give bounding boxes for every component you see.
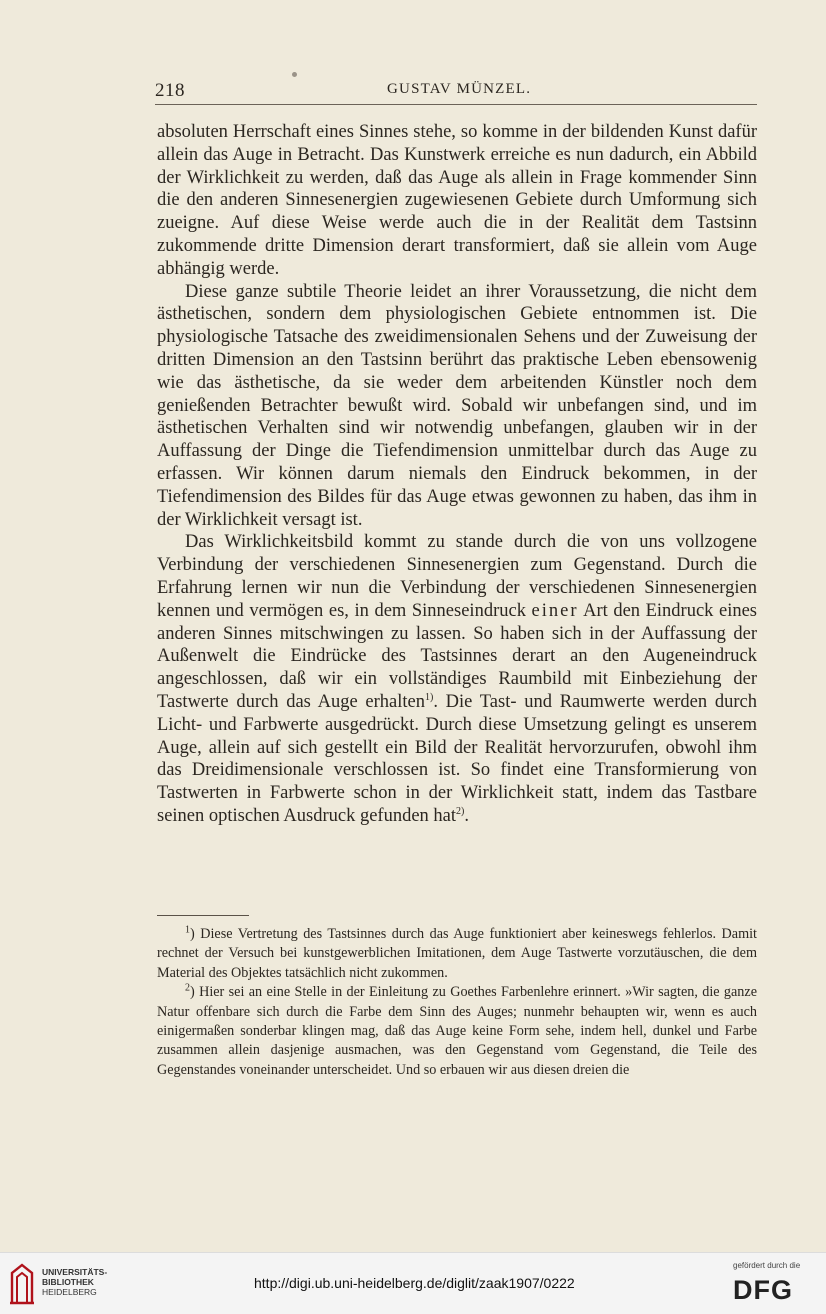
paragraph-2: Diese ganze subtile Theorie leidet an ihrer Voraussetzung, die nicht dem ästhetischen, sondern dem physiologischen Gebiete entnommen ist. Die physiologische Tatsache des zweidimensionalen Sehens und der Zuweisung der dritten Dimension an den Tastsinn berührt das praktische Leben ebensowenig wie das ästhetische, da sie weder dem arbeitenden Künstler noch dem genießenden Betrachter bewußt wird. Sobald wir unbefangen sind, und im ästhetischen Verhalten sind wir notwendig unbefangen, glauben wir in der Auffassung der Dinge die Tiefendimension unmittelbar durch das Auge zu erfassen. Wir können darum niemals den Eindruck bekommen, in der Tiefendimension des Bildes für das Auge etwas gewonnen zu haben, das ihm in der Wirklichkeit versagt ist.: [157, 281, 757, 530]
library-logo-icon: [8, 1263, 36, 1305]
page-header: [155, 80, 755, 106]
footnote-1: [157, 925, 757, 983]
library-name: [42, 1267, 107, 1297]
footnote-2: [157, 983, 757, 1080]
page-number: 218: [155, 80, 185, 101]
permalink-url[interactable]: http://digi.ub.uni-heidelberg.de/diglit/zaak1907/0222: [254, 1275, 575, 1291]
library-name-line-1: UNIVERSITÄTS-: [42, 1267, 108, 1277]
spaced-word: einer: [531, 600, 579, 621]
footnote-mark-1: 1: [185, 924, 190, 936]
running-head: GUSTAV MÜNZEL.: [387, 81, 532, 97]
viewer-footer: [0, 1252, 826, 1314]
paragraph-3: [157, 531, 757, 827]
dfg-logo: DFG: [733, 1275, 793, 1305]
footnote-2-text: ) Hier sei an eine Stelle in der Einleitung zu Goethes Farbenlehre erinnert. »Wir sagten, die ganze Natur offenbare sich durch die Farbe dem Sinn des Auges; nunmehr behaupten wir, wenn es auch einigermaßen sonderbar klingen mag, daß das Auge keine Form sehe, indem hell, dunkel und Farbe zusammen allein dasjenige ausmachen, was den Gegenstand vom Gegenstand, die Teile des Gegenstandes voneinander unterscheidet. Und so erbauen wir aus diesen dreien die: [157, 984, 757, 1078]
library-name-line-3: HEIDELBERG: [42, 1287, 97, 1297]
paragraph-1: absoluten Herrschaft eines Sinnes stehe, so komme in der bildenden Kunst dafür allein das Auge in Betracht. Das Kunstwerk erreiche es nun dadurch, ein Abbild der Wirklichkeit zu werden, daß das Auge als allein in Frage kommender Sinn die den anderen Sinnesenergien zugewiesenen Gebiete durch Umformung sich zueigne. Auf diese Weise werde auch die in der Realität dem Tastsinn zukommende dritte Dimension derart transformiert, daß sie allein vom Auge abhängig werde.: [157, 122, 757, 279]
footnote-1-text: ) Diese Vertretung des Tastsinnes durch das Auge funktioniert aber keineswegs fehlerlos. Damit rechnet der Versuch bei kunstgewerblichen Imitationen, dem Auge Tastwerte vorzutäuschen, die dem Material des Objektes tatsächlich nicht zukommen.: [157, 926, 757, 981]
footnotes: [157, 925, 757, 1080]
body-text: [157, 121, 757, 828]
ink-speck: [292, 72, 297, 77]
footnote-mark-2: 2: [185, 982, 190, 994]
footnote-rule: [157, 915, 249, 916]
paragraph-3-part-a: Das Wirklichkeitsbild kommt zu stande durch die von uns vollzogene Verbindung der verschiedenen Sinnesenergien zum Gegenstand. Durch die Erfahrung lernen wir nun die Verbindung der verschiedenen Sinnesenergien kennen und vermögen es, in dem Sinneseindruck: [157, 532, 757, 621]
paragraph-3-part-c: . Die Tast- und Raumwerte werden durch Licht- und Farbwerte ausgedrückt. Durch diese Umsetzung gelingt es unserem Auge, allein auf sich gestellt ein Bild der Realität hervorzurufen, obwohl ihm das Dreidimensionale verschlossen ist. So findet eine Transformierung von Tastwerten in Farbwerte schon in der Wirklichkeit statt, indem das Tastbare seinen optischen Ausdruck gefunden hat: [157, 691, 757, 826]
paragraph-3-part-b: Art den Eindruck eines anderen Sinnes mitschwingen zu lassen. So haben sich in der Auffassung der Außenwelt die Eindrücke des Tastsinnes derart an den Augeneindruck angeschlossen, daß wir ein vollständiges Raumbild mit Einbeziehung der Tastwerte durch das Auge erhalten: [157, 600, 758, 712]
paragraph-3-part-d: .: [464, 805, 469, 826]
header-rule: [155, 104, 757, 105]
library-name-line-2: BIBLIOTHEK: [42, 1277, 94, 1287]
footnote-ref-2: 2): [456, 805, 465, 817]
dfg-caption: gefördert durch die: [733, 1261, 801, 1270]
footnote-ref-1: 1): [424, 691, 434, 703]
